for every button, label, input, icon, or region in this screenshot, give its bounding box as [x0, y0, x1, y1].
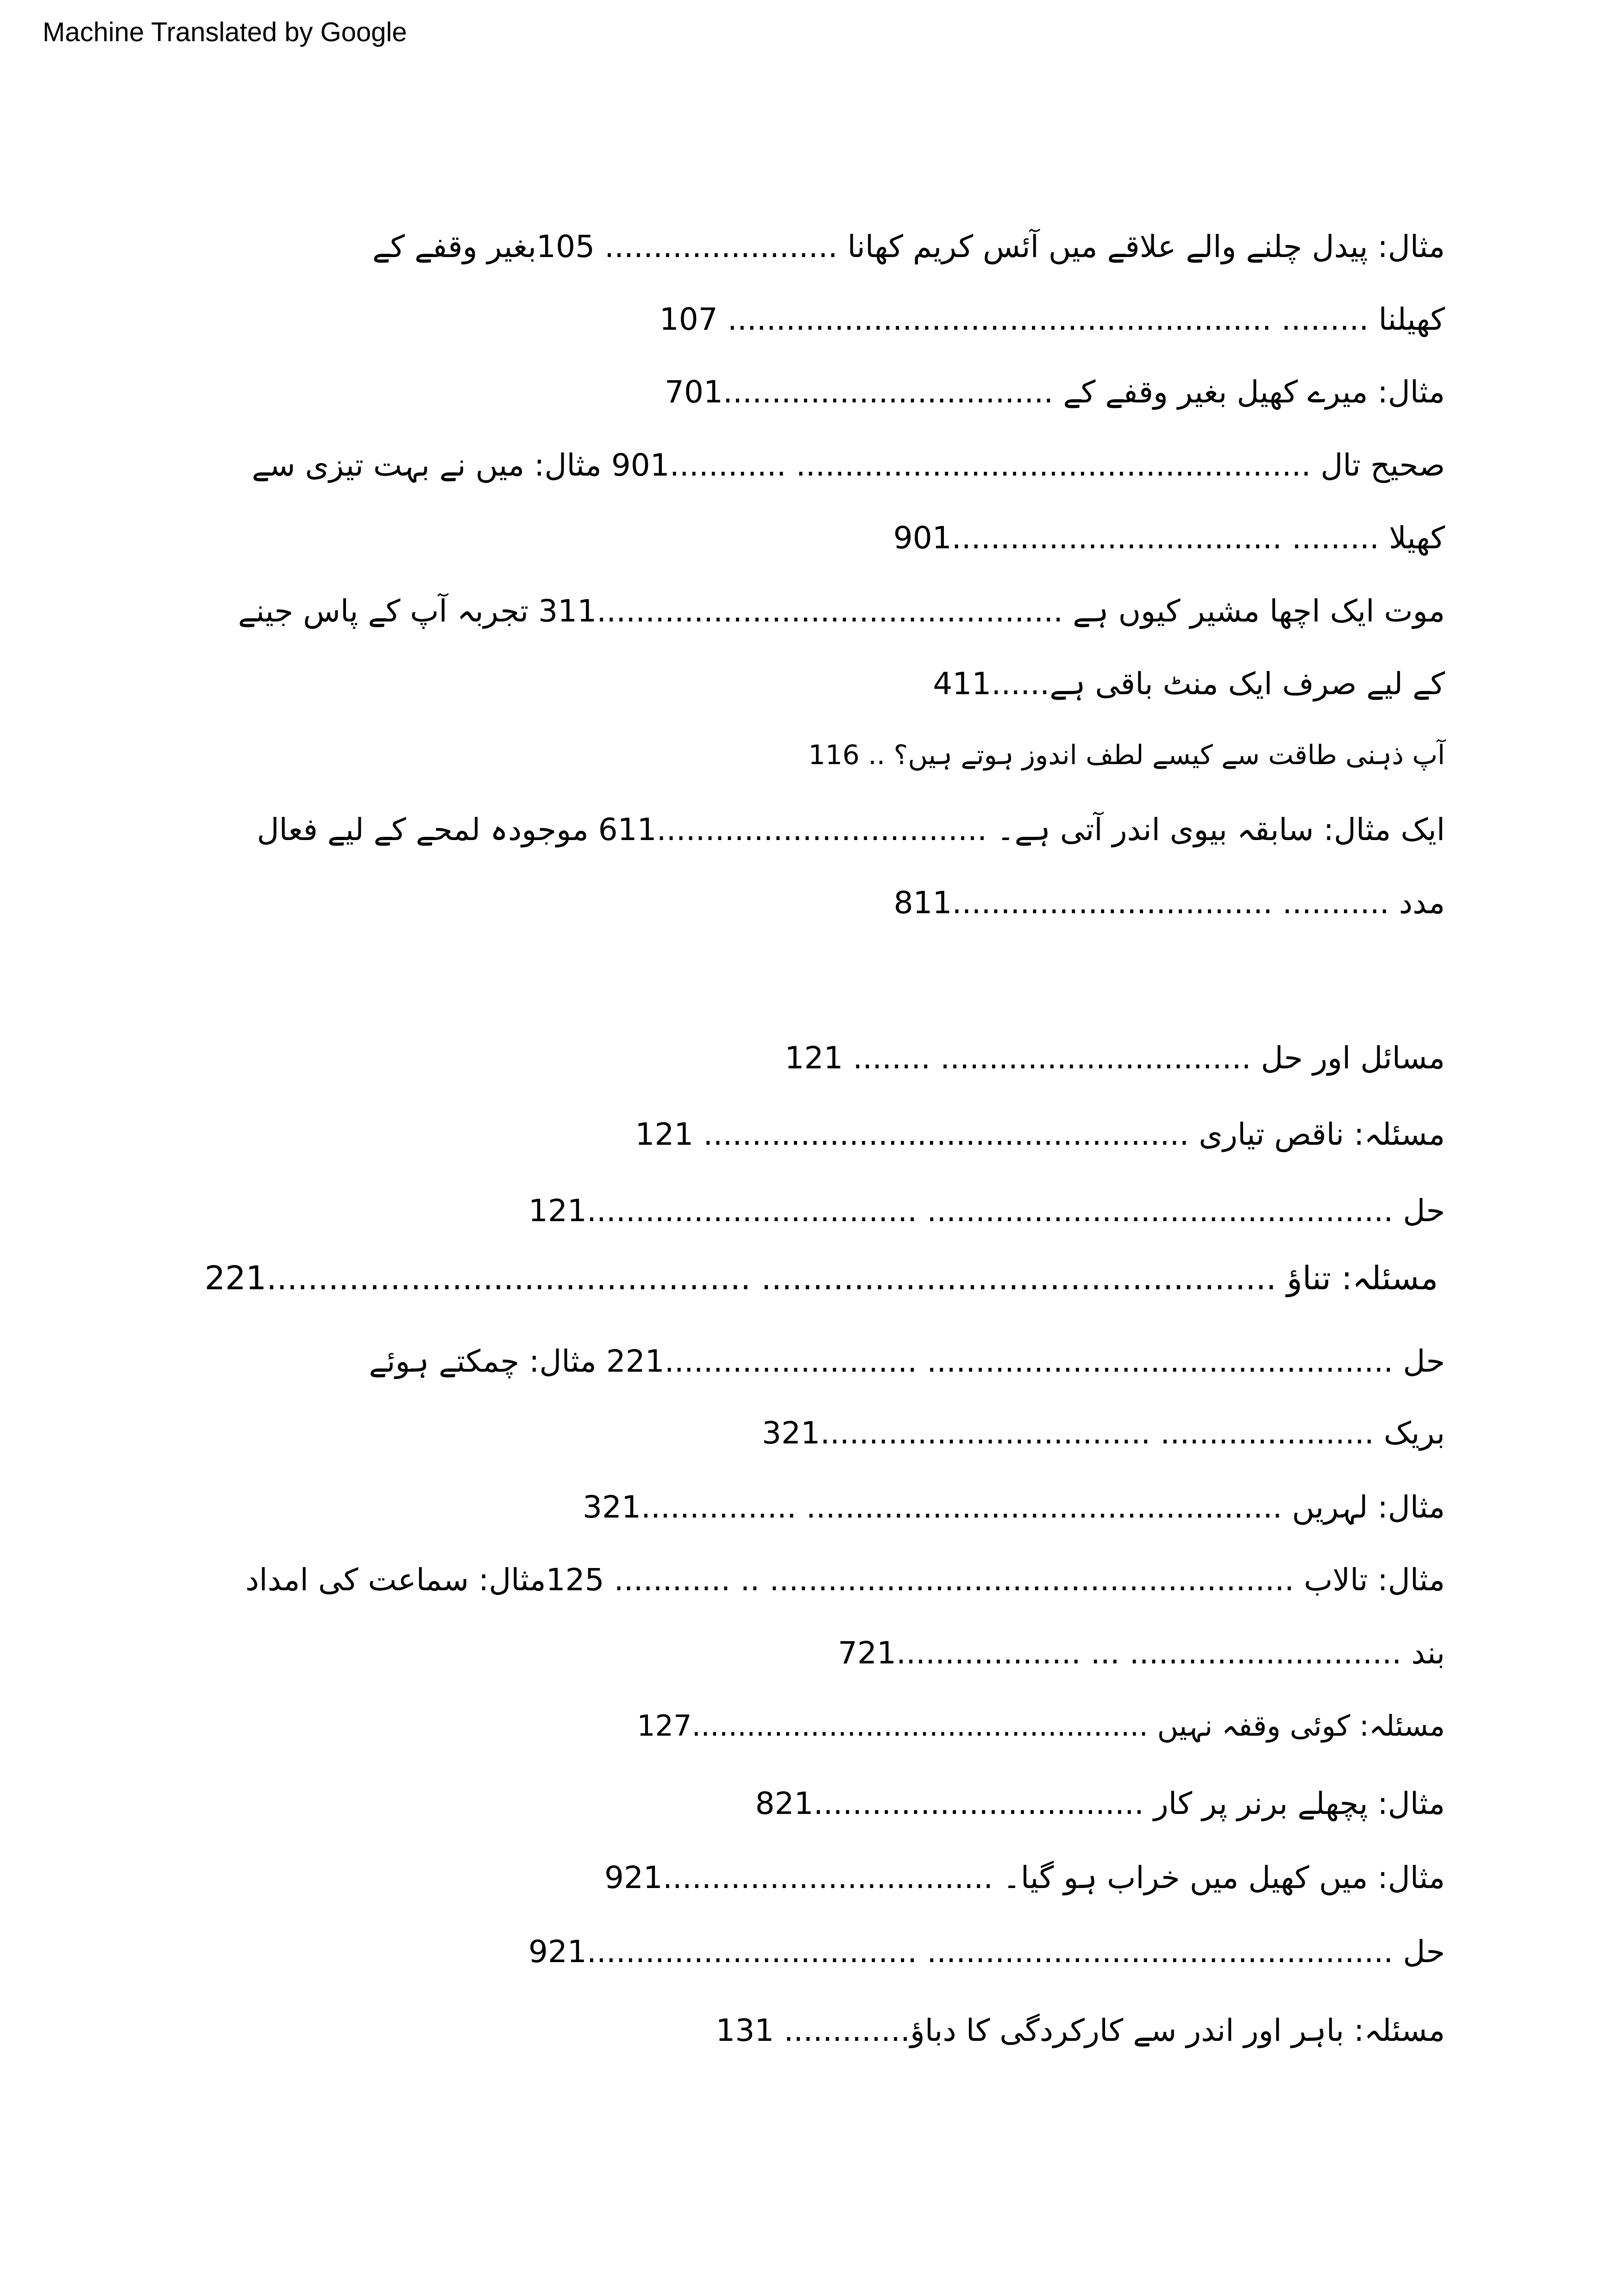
toc-line: مثال: میرے کھیل بغیر وقفے کے ..................................701 — [665, 374, 1445, 410]
toc-line: مثال: تالاب ...................................................... .. ............ 125مثال: سماعت کی امداد — [245, 1562, 1445, 1598]
toc-line: کھیلا ......... ..................................901 — [893, 520, 1445, 556]
toc-line: مدد ........... .................................811 — [893, 885, 1445, 921]
toc-line: مسئلہ: ناقص تیاری .................................................. 121 — [635, 1117, 1445, 1152]
toc-line: حل ................................................ ..................................921 — [528, 1934, 1445, 1970]
toc-section-heading: مسائل اور حل ................................ ........ 121 — [785, 1040, 1445, 1076]
toc-line: موت ایک اچھا مشیر کیوں ہے ................................................311 تجربہ آپ کے پاس جینے — [238, 593, 1445, 629]
toc-line: بند ............................ ... ...................721 — [838, 1635, 1445, 1671]
toc-line: مثال: پیدل چلنے والے علاقے میں آئس کریم کھانا ........................ 105بغیر وقفے کے — [372, 229, 1445, 264]
toc-line: مثال: پچھلے برنر پر کار ..................................821 — [755, 1786, 1445, 1821]
toc-line: آپ ذہنی طاقت سے کیسے لطف اندوز ہوتے ہیں؟ .. 116 — [808, 739, 1445, 771]
toc-line: صحیح تال ..................................................... ............901 مثال: میں نے بہت تیزی سے — [251, 447, 1445, 483]
toc-line: مسئلہ: کوئی وقفہ نہیں ..................................................127 — [637, 1709, 1445, 1743]
toc-line: بریک ...................... ..................................321 — [761, 1415, 1445, 1451]
toc-line: کھیلنا ......... ........................................................ 107 — [659, 301, 1445, 337]
toc-line: حل ................................................ ..................................121 — [528, 1193, 1445, 1229]
toc-line: ایک مثال: سابقہ بیوی اندر آتی ہے۔ ..................................611 موجودہ لمحے کے لیے فعال — [257, 812, 1445, 847]
toc-line: مسئلہ: باہر اور اندر سے کارکردگی کا دباؤ............. 131 — [716, 2013, 1445, 2048]
toc-line: کے لیے صرف ایک منٹ باقی ہے......411 — [933, 666, 1445, 702]
machine-translation-banner: Machine Translated by Google — [43, 17, 407, 47]
toc-line: مثال: میں کھیل میں خراب ہو گیا۔ ..................................921 — [604, 1860, 1445, 1895]
toc-line: مثال: لہریں ................................................. ................321 — [583, 1489, 1445, 1525]
toc-line: حل ................................................ ..........................221 مثال: چمکتے ہوئے — [369, 1343, 1445, 1379]
toc-line: مسئلہ: تناؤ .................................................. ...............................................221 — [204, 1259, 1438, 1297]
